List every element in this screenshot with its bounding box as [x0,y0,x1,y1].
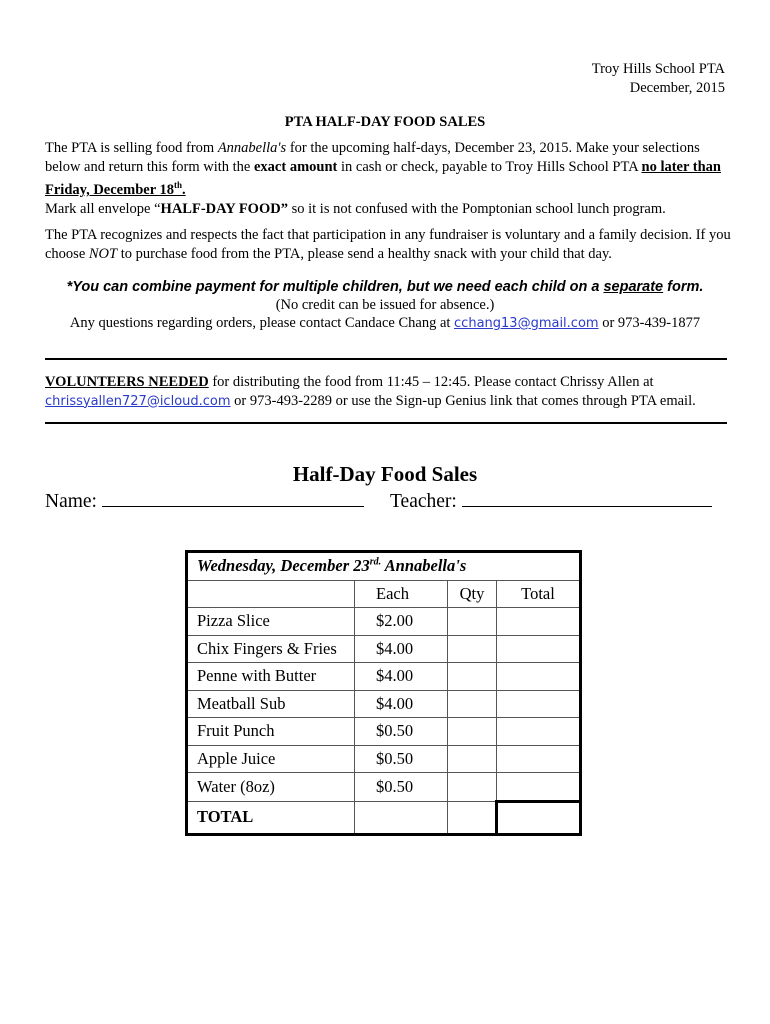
notice-title: PTA HALF-DAY FOOD SALES [284,114,486,130]
item-name: Meatball Sub [187,690,355,718]
teacher-blank[interactable] [462,490,712,507]
total-cell[interactable] [497,608,581,636]
item-name: Apple Juice [187,745,355,773]
intro-paragraph [45,139,735,199]
table-row [187,745,581,773]
not-emphasis: NOT [88,245,118,262]
item-price: $0.50 [355,718,448,746]
total-cell[interactable] [497,773,581,802]
item-price: $4.00 [355,635,448,663]
questions-contact [0,315,770,332]
heading-vendor: Annabella's [381,556,467,576]
total-column-header: Total [497,580,581,608]
exact-amount-text: exact amount [254,158,338,175]
envelope-text: so it is not confused with the Pomptonian school lunch program. [287,201,666,217]
volunteers-label: VOLUNTEERS NEEDED [45,374,209,390]
each-column-header: Each [355,580,448,608]
volunteer-email-link[interactable]: chrissyallen727@icloud.com [45,393,231,409]
table-row [187,690,581,718]
org-name: Troy Hills School PTA [591,61,725,77]
table-row [187,663,581,691]
item-price: $2.00 [355,608,448,636]
name-blank[interactable] [102,490,364,507]
combine-text: *You can combine payment for multiple children, but we need each child on a [66,279,604,295]
intro-text: The PTA is selling food from [45,140,218,156]
table-row [187,635,581,663]
qty-cell[interactable] [448,773,497,802]
total-cell[interactable] [497,690,581,718]
qty-cell[interactable] [448,608,497,636]
item-price: $4.00 [355,690,448,718]
deadline-end: . [182,181,186,198]
participation-text: to purchase food from the PTA, please send a healthy snack with your child that day. [117,245,612,262]
teacher-label: Teacher: [390,491,462,512]
qty-cell[interactable] [448,663,497,691]
item-name: Fruit Punch [187,718,355,746]
order-table [185,550,582,836]
intro-text: in cash or check, payable to Troy Hills School PTA [337,158,642,175]
envelope-paragraph [45,200,735,219]
item-name: Chix Fingers & Fries [187,635,355,663]
deadline-sup: th [174,180,183,190]
table-heading-row [187,552,581,581]
combine-payment-note [0,279,770,295]
heading-date: Wednesday, December 23 [197,556,370,576]
divider-bottom [45,422,727,424]
item-column-header [187,580,355,608]
intro-text: for the upcoming half-days, December 23, 2015. Make your selections below and return this form with the [45,140,700,175]
name-field[interactable] [45,490,364,513]
organization-header [592,60,725,98]
questions-text: or 973-439-1877 [598,315,701,331]
qty-column-header: Qty [448,580,497,608]
item-price: $0.50 [355,745,448,773]
total-cell[interactable] [497,745,581,773]
questions-text: Any questions regarding orders, please contact Candace Chang at [69,315,455,331]
table-row [187,773,581,802]
envelope-label: HALF-DAY FOOD” [160,201,288,217]
no-credit-note: (No credit can be issued for absence.) [275,297,495,313]
total-cell[interactable] [497,663,581,691]
qty-cell[interactable] [448,635,497,663]
table-heading [187,552,581,581]
item-name: Penne with Butter [187,663,355,691]
vendor-name: Annabella's [217,140,287,156]
deadline-text: no later than Friday, December 18 [45,158,721,198]
contact-email-link[interactable]: cchang13@gmail.com [454,316,599,331]
volunteers-text: for distributing the food from 11:45 – 12:45. Please contact Chrissy Allen at [208,374,654,390]
participation-text: The PTA recognizes and respects the fact that participation in any fundraiser is voluntary and a family decision. If you choose [45,227,731,262]
table-row [187,608,581,636]
table-row [187,718,581,746]
column-header-row [187,580,581,608]
item-name: Water (8oz) [187,773,355,802]
envelope-text: Mark all envelope “ [45,201,161,217]
total-label: TOTAL [187,801,355,834]
qty-cell[interactable] [448,690,497,718]
grand-total-cell[interactable] [497,801,581,834]
volunteers-text: or 973-493-2289 or use the Sign-up Genius link that comes through PTA email. [230,392,696,409]
total-cell[interactable] [497,718,581,746]
total-empty-cell [355,801,448,834]
participation-paragraph [45,226,735,263]
item-price: $0.50 [355,773,448,802]
header-date: December, 2015 [629,80,725,96]
name-label: Name: [45,491,102,512]
qty-cell[interactable] [448,718,497,746]
total-cell[interactable] [497,635,581,663]
qty-cell[interactable] [448,745,497,773]
combine-text: form. [663,279,704,295]
total-empty-cell [448,801,497,834]
item-price: $4.00 [355,663,448,691]
form-title: Half-Day Food Sales [292,462,478,486]
volunteers-paragraph [45,373,735,411]
total-row [187,801,581,834]
heading-sup: rd. [369,556,382,568]
divider-top [45,358,727,360]
item-name: Pizza Slice [187,608,355,636]
teacher-field[interactable] [390,490,712,513]
separate-emphasis: separate [603,279,664,295]
